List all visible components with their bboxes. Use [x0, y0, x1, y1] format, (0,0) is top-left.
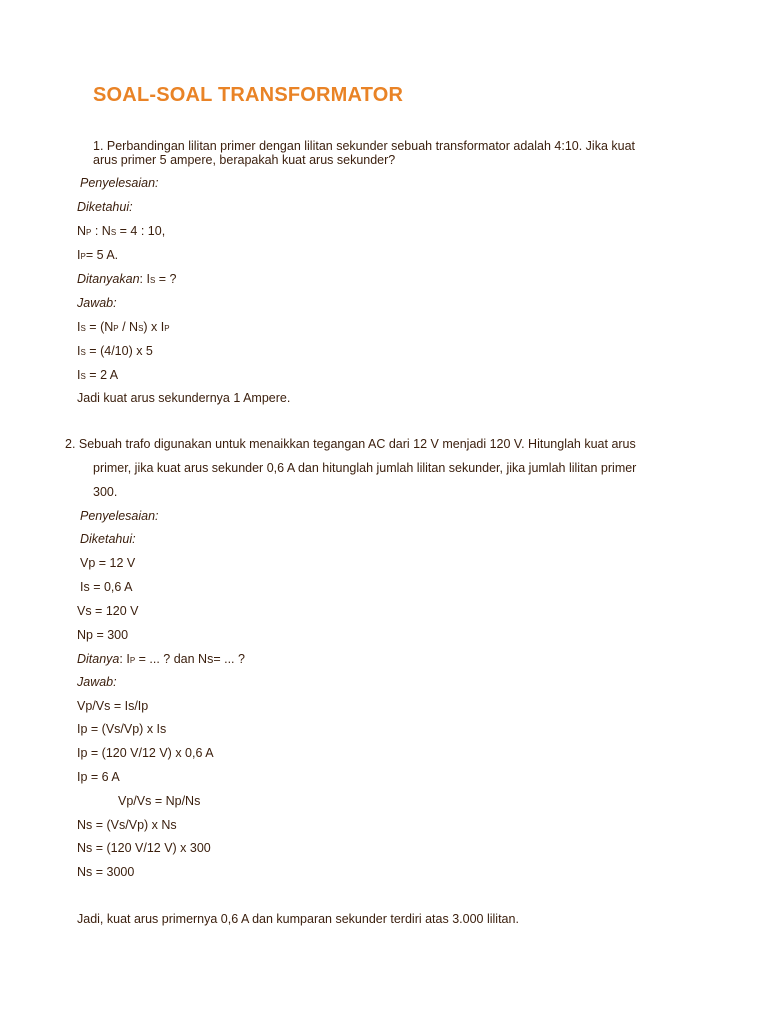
problem1-diketahui: Diketahui: [77, 200, 133, 214]
problem2-step5: Vp/Vs = Np/Ns [118, 794, 201, 808]
problem2-step7: Ns = (120 V/12 V) x 300 [77, 841, 211, 855]
problem1-question-line2: arus primer 5 ampere, berapakah kuat arus sekunder? [93, 153, 396, 167]
problem1-step1: IS = (NP / NS) x IP [77, 320, 170, 334]
problem1-ditanyakan: Ditanyakan: IS = ? [77, 272, 177, 286]
problem2-penyelesaian: Penyelesaian: [80, 509, 159, 523]
problem2-given-is: Is = 0,6 A [80, 580, 133, 594]
problem2-step2: Ip = (Vs/Vp) x Is [77, 722, 167, 736]
document-title: SOAL-SOAL TRANSFORMATOR [93, 84, 404, 106]
problem2-diketahui: Diketahui: [80, 532, 136, 546]
problem2-given-vp: Vp = 12 V [80, 556, 136, 570]
problem1-given-ratio: NP : NS = 4 : 10, [77, 224, 166, 238]
problem2-step6: Ns = (Vs/Vp) x Ns [77, 818, 177, 832]
problem2-given-vs: Vs = 120 V [77, 604, 139, 618]
problem2-conclusion: Jadi, kuat arus primernya 0,6 A dan kumparan sekunder terdiri atas 3.000 lilitan. [77, 912, 519, 926]
problem2-given-np: Np = 300 [77, 628, 129, 642]
problem1-step3: IS = 2 A [77, 368, 119, 382]
problem2-ditanya: Ditanya: IP = ... ? dan Ns= ... ? [77, 652, 245, 666]
problem2-step4: Ip = 6 A [77, 770, 120, 784]
problem1-step2: IS = (4/10) x 5 [77, 344, 153, 358]
problem1-conclusion: Jadi kuat arus sekundernya 1 Ampere. [77, 391, 291, 405]
problem2-step8: Ns = 3000 [77, 865, 135, 879]
problem2-jawab: Jawab: [77, 675, 117, 689]
problem2-step1: Vp/Vs = Is/Ip [77, 699, 149, 713]
problem1-jawab: Jawab: [77, 296, 117, 310]
problem2-question-line1: 2. Sebuah trafo digunakan untuk menaikkan tegangan AC dari 12 V menjadi 120 V. Hitunglah kuat arus [65, 437, 636, 451]
problem2-question-line3: 300. [93, 485, 118, 499]
problem1-question-line1: 1. Perbandingan lilitan primer dengan lilitan sekunder sebuah transformator adalah 4:10. Jika kuat [93, 139, 635, 153]
problem2-step3: Ip = (120 V/12 V) x 0,6 A [77, 746, 214, 760]
problem2-question-line2: primer, jika kuat arus sekunder 0,6 A dan hitunglah jumlah lilitan sekunder, jika jumlah lilitan primer [93, 461, 637, 475]
problem1-given-current: IP= 5 A. [77, 248, 119, 262]
problem1-penyelesaian: Penyelesaian: [80, 176, 159, 190]
